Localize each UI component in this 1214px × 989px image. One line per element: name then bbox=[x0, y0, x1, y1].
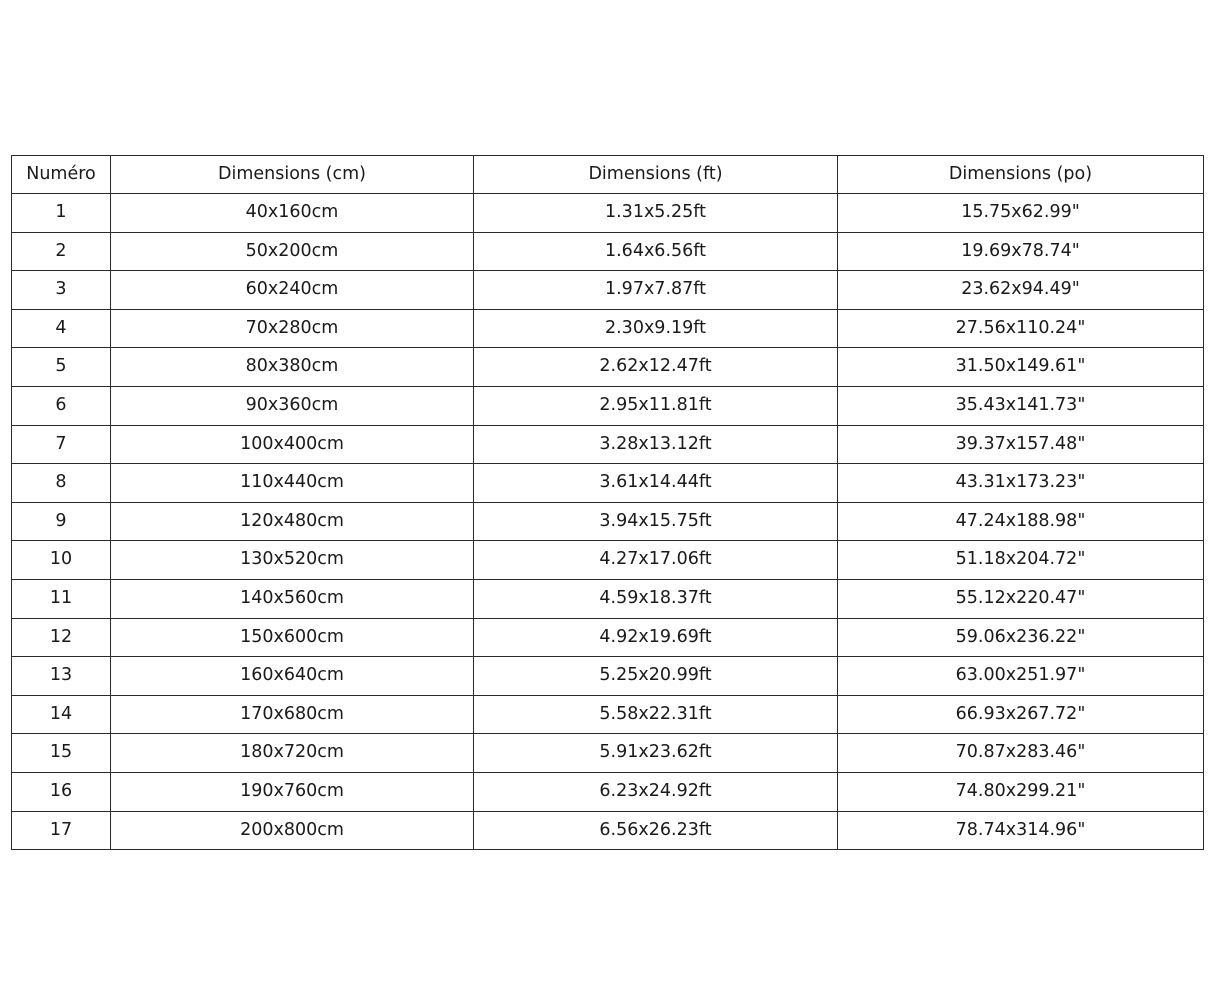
cell-dimensions-cm: 40x160cm bbox=[111, 194, 474, 233]
cell-dimensions-ft: 1.97x7.87ft bbox=[474, 271, 838, 310]
cell-numero: 12 bbox=[12, 618, 111, 657]
cell-dimensions-cm: 60x240cm bbox=[111, 271, 474, 310]
cell-dimensions-cm: 80x380cm bbox=[111, 348, 474, 387]
table-row bbox=[12, 618, 1204, 657]
cell-dimensions-ft: 2.62x12.47ft bbox=[474, 348, 838, 387]
table-row bbox=[12, 232, 1204, 271]
cell-dimensions-cm: 70x280cm bbox=[111, 309, 474, 348]
cell-dimensions-cm: 150x600cm bbox=[111, 618, 474, 657]
cell-dimensions-po: 15.75x62.99" bbox=[838, 194, 1204, 233]
cell-dimensions-ft: 5.25x20.99ft bbox=[474, 657, 838, 696]
cell-dimensions-cm: 200x800cm bbox=[111, 811, 474, 850]
cell-dimensions-po: 74.80x299.21" bbox=[838, 772, 1204, 811]
table-row bbox=[12, 348, 1204, 387]
cell-dimensions-po: 23.62x94.49" bbox=[838, 271, 1204, 310]
cell-dimensions-ft: 4.92x19.69ft bbox=[474, 618, 838, 657]
cell-numero: 17 bbox=[12, 811, 111, 850]
dimensions-table bbox=[11, 155, 1204, 850]
cell-dimensions-ft: 1.64x6.56ft bbox=[474, 232, 838, 271]
cell-numero: 5 bbox=[12, 348, 111, 387]
cell-dimensions-po: 27.56x110.24" bbox=[838, 309, 1204, 348]
cell-dimensions-cm: 160x640cm bbox=[111, 657, 474, 696]
cell-dimensions-po: 55.12x220.47" bbox=[838, 579, 1204, 618]
cell-dimensions-ft: 3.94x15.75ft bbox=[474, 502, 838, 541]
cell-numero: 6 bbox=[12, 386, 111, 425]
cell-dimensions-po: 70.87x283.46" bbox=[838, 734, 1204, 773]
cell-dimensions-po: 51.18x204.72" bbox=[838, 541, 1204, 580]
cell-numero: 1 bbox=[12, 194, 111, 233]
cell-dimensions-cm: 90x360cm bbox=[111, 386, 474, 425]
cell-dimensions-ft: 2.30x9.19ft bbox=[474, 309, 838, 348]
cell-dimensions-ft: 5.91x23.62ft bbox=[474, 734, 838, 773]
table-row bbox=[12, 541, 1204, 580]
cell-dimensions-po: 63.00x251.97" bbox=[838, 657, 1204, 696]
table-row bbox=[12, 772, 1204, 811]
cell-numero: 9 bbox=[12, 502, 111, 541]
column-header-dimensions-ft: Dimensions (ft) bbox=[474, 156, 838, 194]
cell-dimensions-ft: 3.28x13.12ft bbox=[474, 425, 838, 464]
table-row bbox=[12, 695, 1204, 734]
cell-dimensions-cm: 170x680cm bbox=[111, 695, 474, 734]
cell-dimensions-cm: 50x200cm bbox=[111, 232, 474, 271]
cell-dimensions-ft: 4.59x18.37ft bbox=[474, 579, 838, 618]
cell-numero: 3 bbox=[12, 271, 111, 310]
column-header-dimensions-cm: Dimensions (cm) bbox=[111, 156, 474, 194]
cell-numero: 15 bbox=[12, 734, 111, 773]
cell-numero: 16 bbox=[12, 772, 111, 811]
cell-numero: 4 bbox=[12, 309, 111, 348]
cell-dimensions-po: 47.24x188.98" bbox=[838, 502, 1204, 541]
table-row bbox=[12, 657, 1204, 696]
cell-dimensions-po: 31.50x149.61" bbox=[838, 348, 1204, 387]
cell-dimensions-ft: 6.23x24.92ft bbox=[474, 772, 838, 811]
cell-numero: 13 bbox=[12, 657, 111, 696]
cell-dimensions-ft: 5.58x22.31ft bbox=[474, 695, 838, 734]
cell-dimensions-cm: 110x440cm bbox=[111, 464, 474, 503]
cell-dimensions-cm: 140x560cm bbox=[111, 579, 474, 618]
column-header-numero: Numéro bbox=[12, 156, 111, 194]
table-row bbox=[12, 271, 1204, 310]
cell-dimensions-po: 43.31x173.23" bbox=[838, 464, 1204, 503]
cell-dimensions-ft: 1.31x5.25ft bbox=[474, 194, 838, 233]
table-header-row bbox=[12, 156, 1204, 194]
cell-numero: 10 bbox=[12, 541, 111, 580]
cell-dimensions-ft: 4.27x17.06ft bbox=[474, 541, 838, 580]
dimensions-table-container bbox=[11, 155, 1203, 850]
cell-dimensions-po: 59.06x236.22" bbox=[838, 618, 1204, 657]
cell-dimensions-cm: 190x760cm bbox=[111, 772, 474, 811]
table-row bbox=[12, 502, 1204, 541]
cell-dimensions-po: 39.37x157.48" bbox=[838, 425, 1204, 464]
table-row bbox=[12, 811, 1204, 850]
cell-dimensions-ft: 3.61x14.44ft bbox=[474, 464, 838, 503]
table-body bbox=[12, 194, 1204, 850]
cell-dimensions-po: 78.74x314.96" bbox=[838, 811, 1204, 850]
table-row bbox=[12, 734, 1204, 773]
cell-numero: 11 bbox=[12, 579, 111, 618]
table-row bbox=[12, 309, 1204, 348]
table-row bbox=[12, 579, 1204, 618]
cell-dimensions-cm: 100x400cm bbox=[111, 425, 474, 464]
cell-numero: 8 bbox=[12, 464, 111, 503]
table-row bbox=[12, 194, 1204, 233]
cell-numero: 7 bbox=[12, 425, 111, 464]
column-header-dimensions-po: Dimensions (po) bbox=[838, 156, 1204, 194]
cell-dimensions-ft: 6.56x26.23ft bbox=[474, 811, 838, 850]
table-row bbox=[12, 386, 1204, 425]
cell-numero: 14 bbox=[12, 695, 111, 734]
cell-dimensions-po: 35.43x141.73" bbox=[838, 386, 1204, 425]
cell-dimensions-po: 19.69x78.74" bbox=[838, 232, 1204, 271]
cell-numero: 2 bbox=[12, 232, 111, 271]
cell-dimensions-ft: 2.95x11.81ft bbox=[474, 386, 838, 425]
cell-dimensions-cm: 120x480cm bbox=[111, 502, 474, 541]
cell-dimensions-po: 66.93x267.72" bbox=[838, 695, 1204, 734]
table-row bbox=[12, 464, 1204, 503]
table-header bbox=[12, 156, 1204, 194]
cell-dimensions-cm: 180x720cm bbox=[111, 734, 474, 773]
cell-dimensions-cm: 130x520cm bbox=[111, 541, 474, 580]
table-row bbox=[12, 425, 1204, 464]
